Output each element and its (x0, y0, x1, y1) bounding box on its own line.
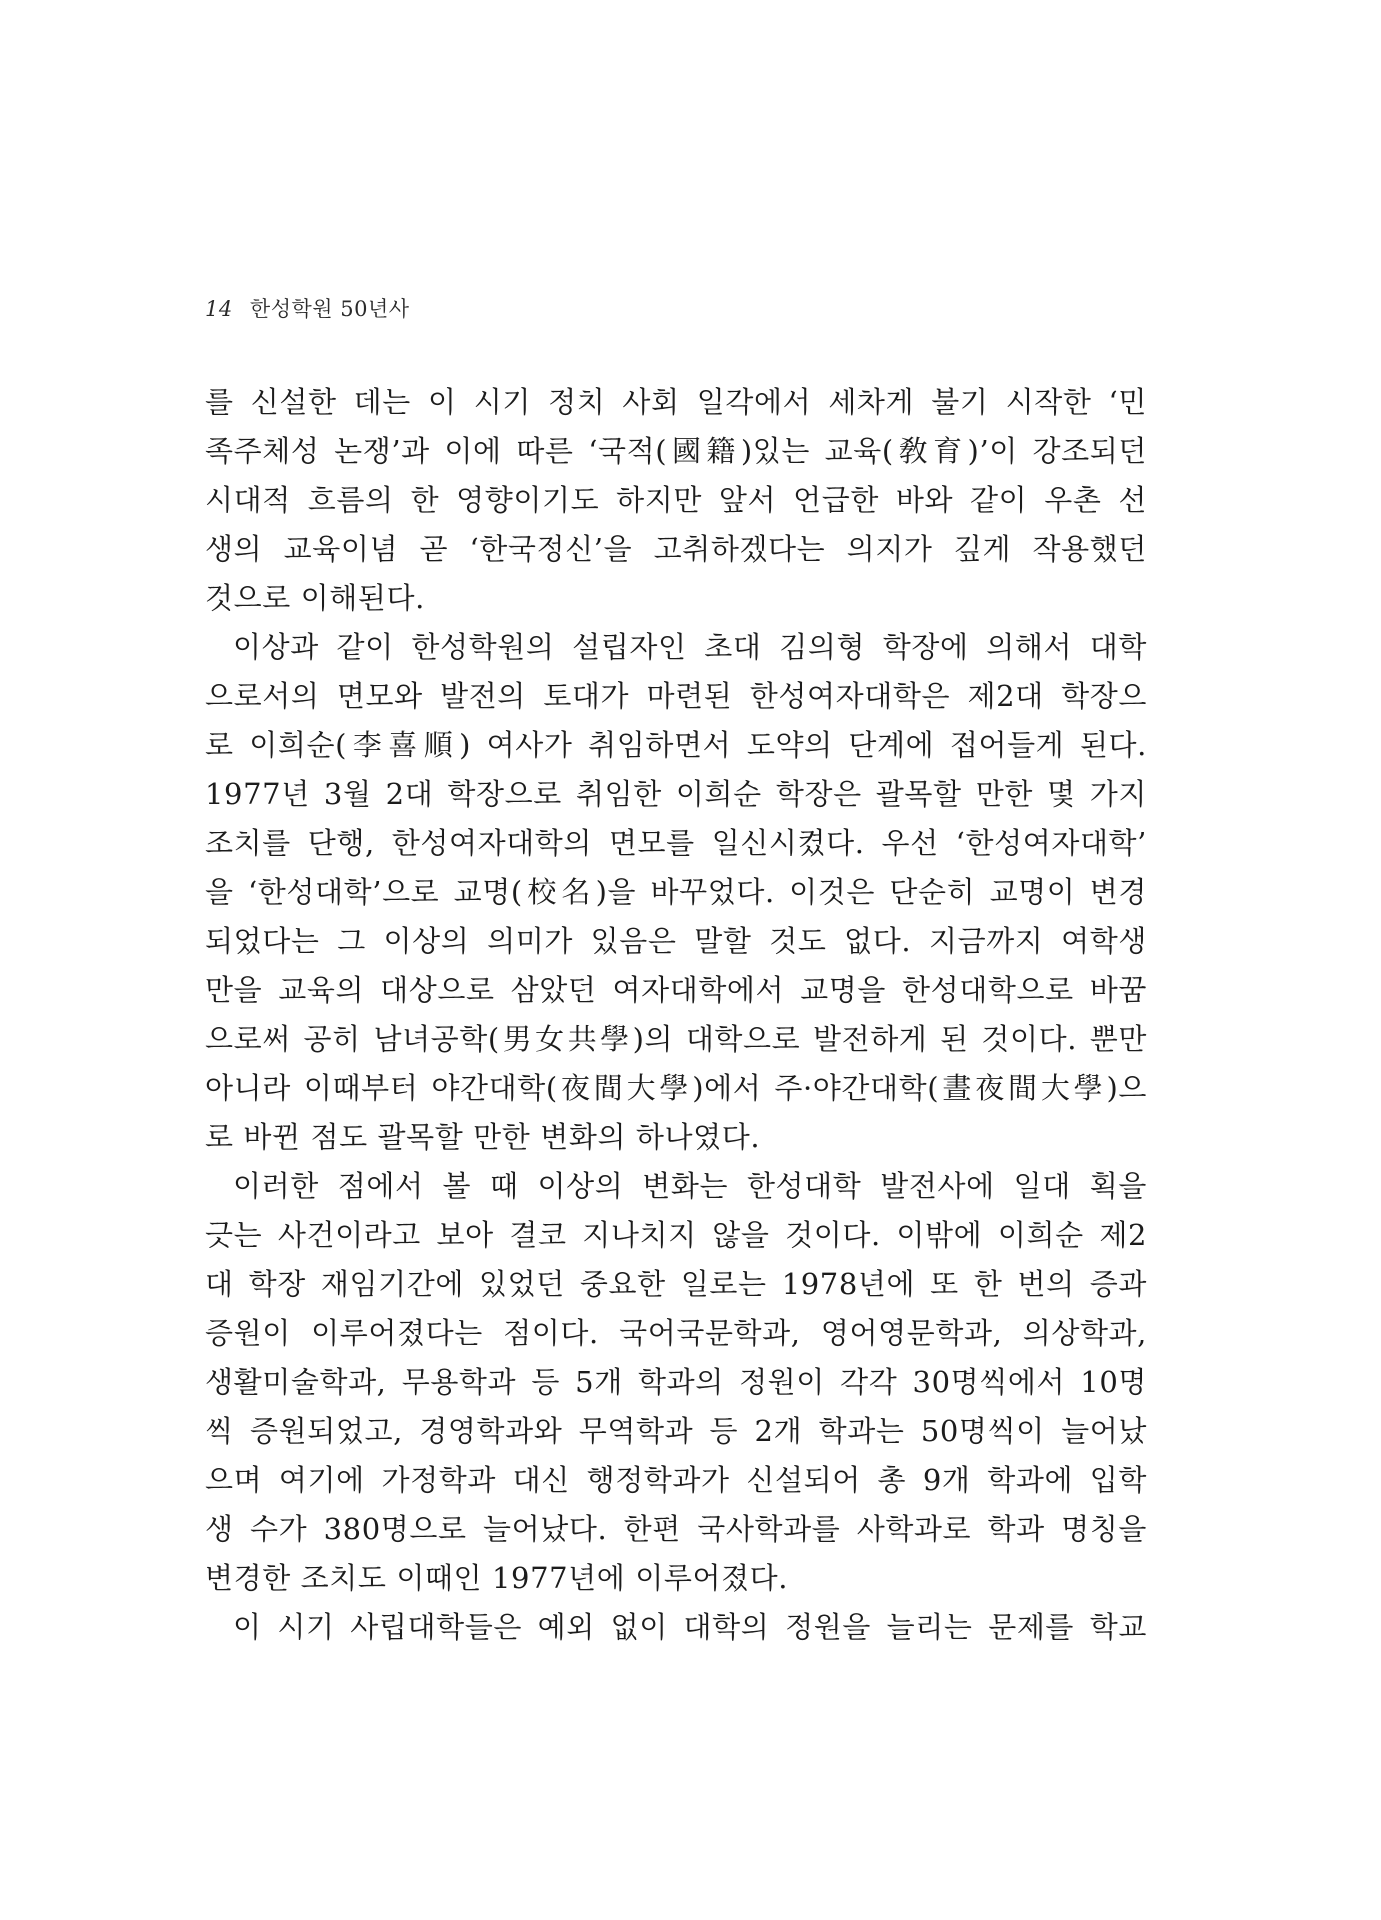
text-line: 이 시기 사립대학들은 예외 없이 대학의 정원을 늘리는 문제를 학교 (233, 1610, 1147, 1644)
text-line: 긋는 사건이라고 보아 결코 지나치지 않을 것이다. 이밖에 이희순 제2 (205, 1218, 1147, 1252)
text-line: 로 이희순(李喜順) 여사가 취임하면서 도약의 단계에 접어들게 된다. (205, 728, 1147, 762)
text-line: 변경한 조치도 이때인 1977년에 이루어졌다. (205, 1561, 789, 1595)
text-line: 를 신설한 데는 이 시기 정치 사회 일각에서 세차게 불기 시작한 ‘민 (205, 385, 1147, 419)
text-line: 으며 여기에 가정학과 대신 행정학과가 신설되어 총 9개 학과에 입학 (205, 1463, 1147, 1497)
text-line: 이러한 점에서 볼 때 이상의 변화는 한성대학 발전사에 일대 획을 (233, 1169, 1147, 1203)
body-text (205, 378, 1147, 1652)
text-line: 생 수가 380명으로 늘어났다. 한편 국사학과를 사학과로 학과 명칭을 (205, 1512, 1147, 1546)
text-line: 조치를 단행, 한성여자대학의 면모를 일신시켰다. 우선 ‘한성여자대학’ (205, 826, 1147, 860)
running-header (205, 293, 410, 323)
text-line: 대 학장 재임기간에 있었던 중요한 일로는 1978년에 또 한 번의 증과 (205, 1267, 1147, 1301)
text-line: 씩 증원되었고, 경영학과와 무역학과 등 2개 학과는 50명씩이 늘어났 (205, 1414, 1147, 1448)
text-line: 1977년 3월 2대 학장으로 취임한 이희순 학장은 괄목할 만한 몇 가지 (205, 777, 1147, 811)
book-title: 한성학원 50년사 (249, 297, 410, 321)
text-line: 으로써 공히 남녀공학(男女共學)의 대학으로 발전하게 된 것이다. 뿐만 (205, 1022, 1147, 1056)
page-number: 14 (205, 297, 233, 321)
text-line: 시대적 흐름의 한 영향이기도 하지만 앞서 언급한 바와 같이 우촌 선 (205, 483, 1147, 517)
text-line: 아니라 이때부터 야간대학(夜間大學)에서 주·야간대학(晝夜間大學)으 (205, 1071, 1147, 1105)
text-line: 생의 교육이념 곧 ‘한국정신’을 고취하겠다는 의지가 깊게 작용했던 (205, 532, 1147, 566)
text-line: 을 ‘한성대학’으로 교명(校名)을 바꾸었다. 이것은 단순히 교명이 변경 (205, 875, 1147, 909)
text-line: 되었다는 그 이상의 의미가 있음은 말할 것도 없다. 지금까지 여학생 (205, 924, 1147, 958)
text-line: 만을 교육의 대상으로 삼았던 여자대학에서 교명을 한성대학으로 바꿈 (205, 973, 1147, 1007)
text-line: 로 바뀐 점도 괄목할 만한 변화의 하나였다. (205, 1120, 761, 1154)
text-line: 이상과 같이 한성학원의 설립자인 초대 김의형 학장에 의해서 대학 (233, 630, 1147, 664)
text-line: 족주체성 논쟁’과 이에 따른 ‘국적(國籍)있는 교육(敎育)’이 강조되던 (205, 434, 1147, 468)
text-line: 증원이 이루어졌다는 점이다. 국어국문학과, 영어영문학과, 의상학과, (205, 1316, 1147, 1350)
text-line: 생활미술학과, 무용학과 등 5개 학과의 정원이 각각 30명씩에서 10명 (205, 1365, 1147, 1399)
text-line: 으로서의 면모와 발전의 토대가 마련된 한성여자대학은 제2대 학장으 (205, 679, 1147, 713)
text-line: 것으로 이해된다. (205, 581, 425, 615)
